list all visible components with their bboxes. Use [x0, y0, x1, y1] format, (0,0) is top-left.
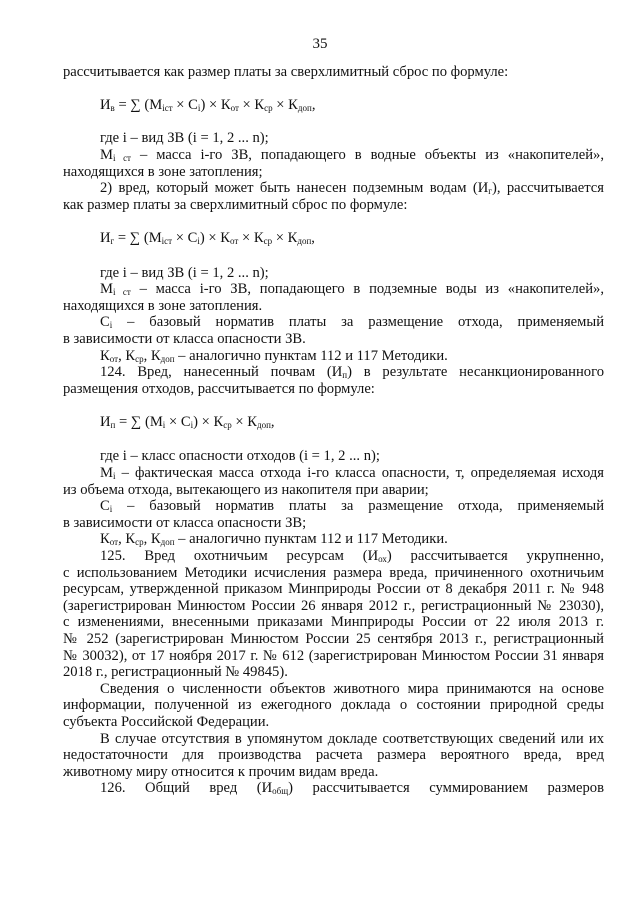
text-line: В случае отсутствия в упомянутом докладе соответствующих сведений или их [100, 730, 604, 747]
spacer [63, 430, 604, 448]
spacer [63, 397, 604, 414]
text-line: животному миру относится к прочим видам вреда. [63, 763, 379, 780]
formula-line: $И_п$ = ∑ $(М_i \times С_i) \times К_{ср} \times К_{доп}$, [100, 413, 275, 430]
text-line: $М_i$ – фактическая масса отхода i-го класса опасности, т, определяемая исходя [100, 465, 604, 482]
spacer [63, 247, 604, 265]
text-line: $С_i$ – базовый норматив платы за размещение отхода, применяемый [100, 314, 604, 331]
text-line: в зависимости от класса опасности ЗВ; [63, 514, 307, 531]
text-line: № 252 (зарегистрирован Минюстом России 25 сентября 2013 г., регистрационный [63, 631, 604, 647]
text-line: находящихся в зоне затопления. [63, 297, 263, 314]
text-line: информации, полученной из ежегодного доклада о состоянии природной среды [63, 697, 604, 714]
text-line: в зависимости от класса опасности ЗВ. [63, 330, 306, 347]
text-line: $С_i$ – базовый норматив платы за размещение отхода, применяемый [100, 498, 604, 515]
text-line: 125. Вред охотничьим ресурсам $(И_{ох})$ рассчитывается укрупненно, [100, 548, 604, 565]
text-line: $К_{от}$, $К_{ср}$, $К_{доп}$ – аналогично пунктам 112 и 117 Методики. [100, 531, 448, 548]
text-line: Сведения о численности объектов животного мира принимаются на основе [100, 680, 604, 697]
document-body [63, 64, 604, 797]
text-line: с изменениями, внесенными приказами Минприроды России от 22 июля 2013 г. [63, 614, 604, 631]
text-line: № 30032), от 17 ноября 2017 г. № 612 (зарегистрирован Минюстом России 31 января [63, 647, 604, 664]
text-line: из объема отхода, вытекающего из накопителя при аварии; [63, 481, 429, 498]
text-line: 2) вред, который может быть нанесен подземным водам $(И_г)$, рассчитывается [100, 180, 604, 197]
spacer [63, 213, 604, 230]
text-line: где i – вид ЗВ (i = 1, 2 ... n); [100, 130, 269, 147]
page-number: 35 [312, 36, 328, 52]
text-line: недостаточности для производства расчета размера вероятного вреда, вред [63, 747, 604, 764]
text-line: где i – вид ЗВ (i = 1, 2 ... n); [100, 264, 269, 281]
text-line: $М_{i ст}$ – масса i-го ЗВ, попадающего в подземные воды из «накопителей», [100, 281, 604, 298]
text-line: 124. Вред, нанесенный почвам $(И_п)$ в результате несанкционированного [100, 364, 604, 381]
text-line: 2018 г., регистрационный № 49845). [63, 664, 288, 681]
text-line: ресурсам, утвержденной приказом Минприроды России от 8 декабря 2011 г. № 948 [63, 581, 604, 598]
text-line: где i – класс опасности отходов (i = 1, 2 ... n); [100, 448, 380, 465]
text-line: $К_{от}$, $К_{ср}$, $К_{доп}$ – аналогично пунктам 112 и 117 Методики. [100, 347, 448, 364]
formula-line: $И_в$ = ∑ $(М_{iст} \times С_i) \times К_{от} \times К_{ср} \times К_{доп}$, [100, 97, 316, 114]
text-line: субъекта Российской Федерации. [63, 713, 270, 730]
formula-line: $И_г$ = ∑ $(М_{iст} \times С_i) \times К_{от} \times К_{ср} \times К_{доп}$, [100, 229, 315, 246]
text-line: рассчитывается как размер платы за сверхлимитный сброс по формуле: [63, 64, 509, 80]
text-line: размещения отходов, рассчитывается по формуле: [63, 380, 375, 397]
text-line: $М_{i ст}$ – масса i-го ЗВ, попадающего в водные объекты из «накопителей», [100, 146, 604, 163]
text-line: с использованием Методики исчисления размера вреда, причиненного охотничьим [63, 564, 604, 581]
text-line: как размер платы за сверхлимитный сброс по формуле: [63, 196, 408, 213]
text-line: 126. Общий вред $(И_{общ})$ рассчитывается суммированием размеров [100, 780, 604, 797]
text-line: (зарегистрирован Минюстом России 26 января 2012 г., регистрационный № 23030), [63, 597, 604, 614]
text-line: находящихся в зоне затопления; [63, 163, 263, 180]
spacer [63, 81, 604, 98]
spacer [63, 114, 604, 131]
